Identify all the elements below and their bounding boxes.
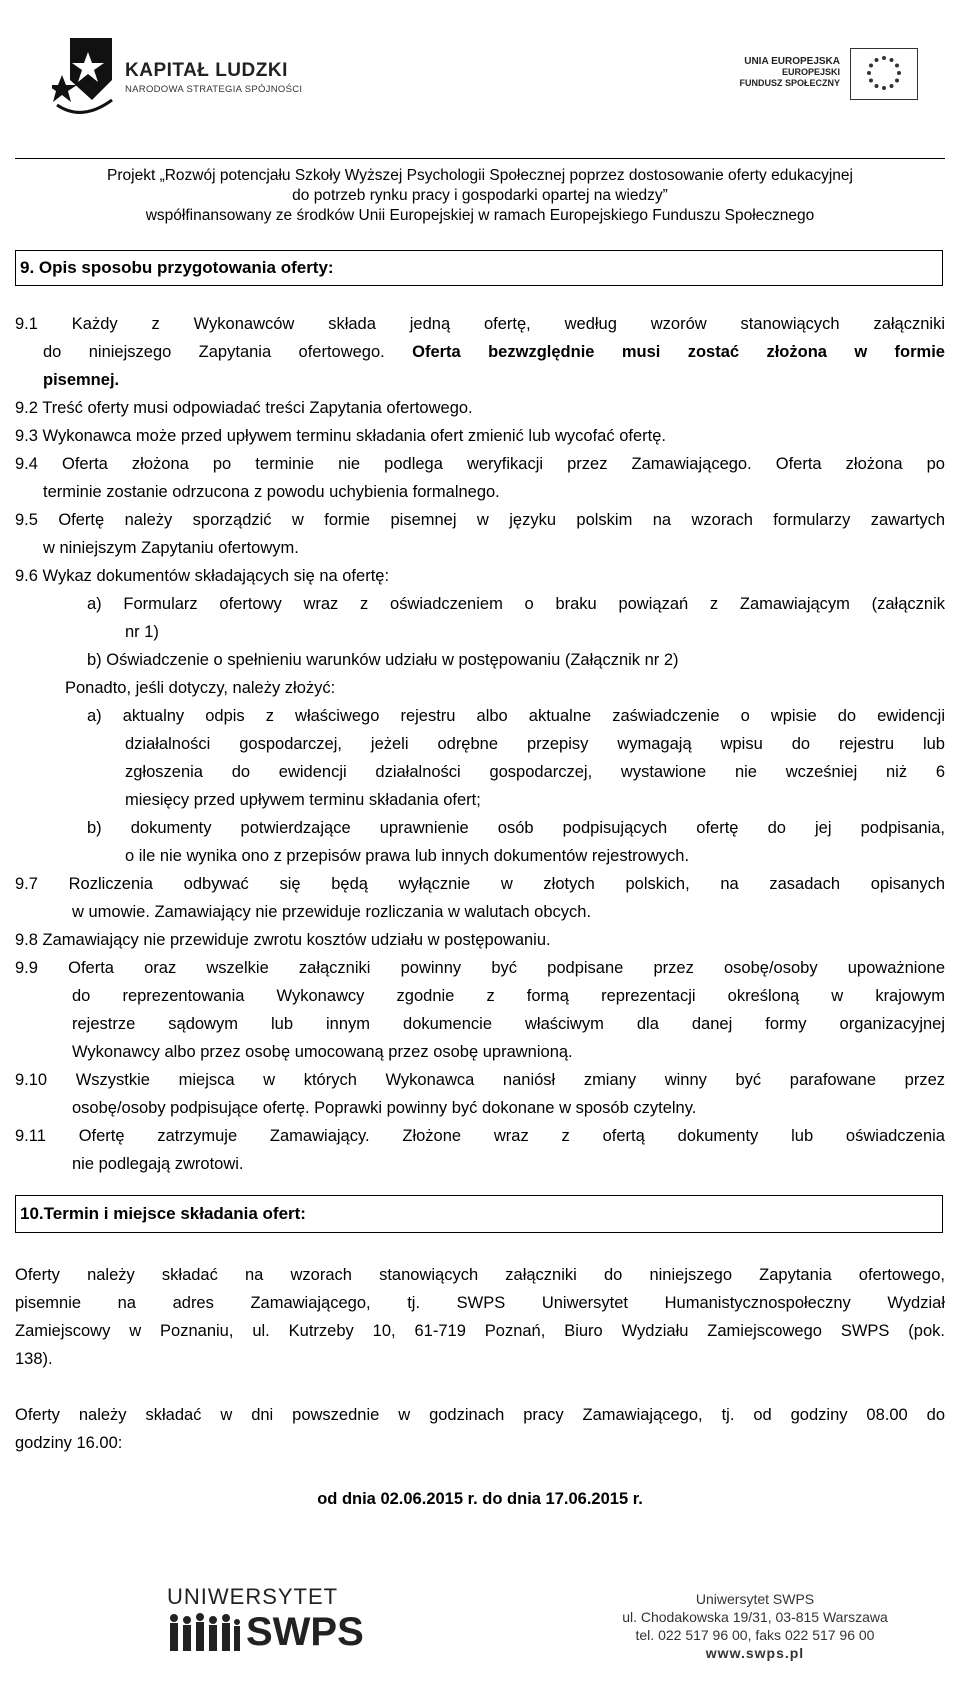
- ue-line1: UNIA EUROPEJSKA: [744, 56, 840, 67]
- submission-dates: od dnia 02.06.2015 r. do dnia 17.06.2015 r.: [317, 1490, 643, 1508]
- para-line: 9.3 Wykonawca może przed upływem terminu składania ofert zmienić lub wycofać ofertę.: [15, 427, 666, 445]
- swps-logo-row: [167, 1610, 367, 1654]
- kapital-ludzki-logo: [52, 30, 122, 125]
- project-info: [0, 166, 960, 226]
- footer-link[interactable]: www.swps.pl: [705, 1645, 805, 1661]
- para-line: b) dokumenty potwierdzające uprawnienie osób podpisujących ofertę do jej podpisania,: [87, 819, 945, 837]
- para-line: Ponadto, jeśli dotyczy, należy złożyć:: [65, 679, 336, 697]
- para-line: w umowie. Zamawiający nie przewiduje rozliczania w walutach obcych.: [72, 903, 592, 921]
- para-line: 9.7 Rozliczenia odbywać się będą wyłącznie w złotych polskich, na zasadach opisanych: [15, 875, 945, 893]
- footer-line: ul. Chodakowska 19/31, 03-815 Warszawa: [622, 1609, 888, 1625]
- header-rule: [15, 158, 945, 159]
- para-line: rejestrze sądowym lub innym dokumencie właściwym dla danej formy organizacyjnej: [72, 1015, 945, 1033]
- para-line: 9.10 Wszystkie miejsca w których Wykonawca naniósł zmiany winny być parafowane przez: [15, 1071, 945, 1089]
- para-line: 9.11 Ofertę zatrzymuje Zamawiający. Złożone wraz z ofertą dokumenty lub oświadczenia: [15, 1127, 945, 1145]
- para-line: Zamiejscowy w Poznaniu, ul. Kutrzeby 10, 61-719 Poznań, Biuro Wydziału Zamiejscowego SWPS (pok.: [15, 1322, 945, 1340]
- ue-line2: EUROPEJSKI: [781, 67, 840, 77]
- para-line: 9.5 Ofertę należy sporządzić w formie pisemnej w języku polskim na wzorach formularzy zawartych: [15, 511, 945, 529]
- project-line: do potrzeb rynku pracy i gospodarki opartej na wiedzy”: [292, 187, 668, 204]
- project-line: Projekt „Rozwój potencjału Szkoły Wyższej Psychologii Społecznej poprzez dostosowanie oferty edukacyjnej: [107, 167, 853, 184]
- para-line: nie podlegają zwrotowi.: [72, 1155, 244, 1173]
- para-line: pisemnej.: [43, 371, 120, 389]
- para-line: 9.1 Każdy z Wykonawców składa jedną ofertę, według wzorów stanowiących załączniki: [15, 315, 945, 333]
- para-line: Oferty należy składać w dni powszednie w godzinach pracy Zamawiającego, tj. od godziny 08.00 do: [15, 1406, 945, 1424]
- swps-logo: [167, 1584, 367, 1674]
- kapital-ludzki-title: KAPITAŁ LUDZKI: [125, 60, 288, 81]
- swps-logo-line1: UNIWERSYTET: [167, 1584, 339, 1609]
- para-line: b) Oświadczenie o spełnieniu warunków udziału w postępowaniu (Załącznik nr 2): [87, 651, 679, 669]
- eu-flag-icon: [850, 48, 918, 100]
- para-line: a) Formularz ofertowy wraz z oświadczeniem o braku powiązań z Zamawiającym (załącznik: [87, 595, 945, 613]
- para-line: pisemnie na adres Zamawiającego, tj. SWPS Uniwersytet Humanistycznospołeczny Wydział: [15, 1294, 945, 1312]
- para-line: 9.8 Zamawiający nie przewiduje zwrotu kosztów udziału w postępowaniu.: [15, 931, 551, 949]
- footer-line: Uniwersytet SWPS: [695, 1591, 815, 1607]
- para-line: 138).: [15, 1350, 53, 1368]
- section-10-heading: [15, 1195, 943, 1233]
- para-line: a) aktualny odpis z właściwego rejestru albo aktualne zaświadczenie o wpisie do ewidencji: [87, 707, 945, 725]
- bold-span: Oferta bezwzględnie musi zostać złożona w formie: [412, 343, 945, 361]
- para-line: w niniejszym Zapytaniu ofertowym.: [43, 539, 299, 557]
- para-line: nr 1): [125, 623, 159, 641]
- footer-address: [560, 1590, 950, 1662]
- project-line: współfinansowany ze środków Unii Europejskiej w ramach Europejskiego Funduszu Społecznego: [145, 207, 815, 224]
- section-9-title: 9. Opis sposobu przygotowania oferty:: [20, 258, 334, 277]
- para-line: do reprezentowania Wykonawcy zgodnie z formą reprezentacji określoną w krajowym: [72, 987, 945, 1005]
- section-10-title: 10.Termin i miejsce składania ofert:: [20, 1204, 306, 1223]
- swps-logo-line2: SWPS: [246, 1610, 364, 1654]
- people-icon: [167, 1610, 242, 1654]
- para-line: o ile nie wynika ono z przepisów prawa lub innych dokumentów rejestrowych.: [125, 847, 690, 865]
- para-line: 9.2 Treść oferty musi odpowiadać treści Zapytania ofertowego.: [15, 399, 473, 417]
- ue-logo-text: [690, 56, 840, 89]
- para-line: [43, 339, 945, 367]
- para-line: terminie zostanie odrzucona z powodu uchybienia formalnego.: [43, 483, 500, 501]
- para-line: Oferty należy składać na wzorach stanowiących załączniki do niniejszego Zapytania ofertowego,: [15, 1266, 945, 1284]
- para-line: godziny 16.00:: [15, 1434, 123, 1452]
- para-line: miesięcy przed upływem terminu składania ofert;: [125, 791, 481, 809]
- para-line: 9.6 Wykaz dokumentów składających się na ofertę:: [15, 567, 390, 585]
- kapital-ludzki-subtitle: NARODOWA STRATEGIA SPÓJNOŚCI: [125, 84, 303, 95]
- text-span: do niniejszego Zapytania ofertowego.: [43, 343, 413, 361]
- ue-line3: FUNDUSZ SPOŁECZNY: [739, 78, 840, 88]
- para-line: 9.4 Oferta złożona po terminie nie podlega weryfikacji przez Zamawiającego. Oferta złożona po: [15, 455, 945, 473]
- para-line: osobę/osoby podpisujące ofertę. Poprawki powinny być dokonane w sposób czytelny.: [72, 1099, 697, 1117]
- section-9-heading: [15, 250, 943, 286]
- para-line: działalności gospodarczej, jeżeli odrębne przepisy wymagają wpisu do rejestru lub: [125, 735, 945, 753]
- para-line: 9.9 Oferta oraz wszelkie załączniki powinny być podpisane przez osobę/osoby upoważnione: [15, 959, 945, 977]
- para-line: zgłoszenia do ewidencji działalności gospodarczej, wystawione nie wcześniej niż 6: [125, 763, 945, 781]
- para-line: Wykonawcy albo przez osobę umocowaną przez osobę uprawnioną.: [72, 1043, 573, 1061]
- footer-line: tel. 022 517 96 00, faks 022 517 96 00: [635, 1627, 875, 1643]
